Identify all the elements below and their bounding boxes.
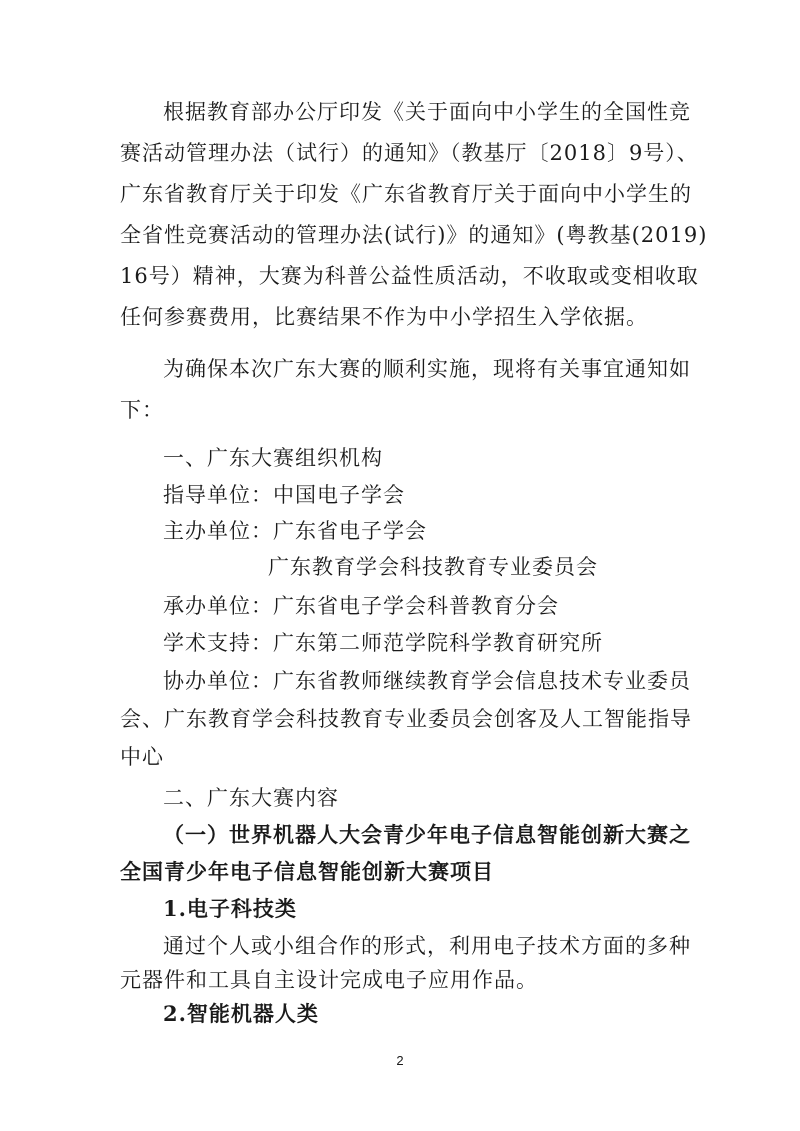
body-text-line: 元器件和工具自主设计完成电子应用作品。 (120, 968, 538, 992)
body-text-line: 通过个人或小组合作的形式，利用电子技术方面的多种 (163, 934, 691, 958)
item-heading: 1.电子科技类 (163, 896, 297, 921)
organizer-line: 指导单位：中国电子学会 (163, 483, 405, 507)
body-text-line: 赛活动管理办法（试行）的通知》（教基厅〔2018〕9号）、 (120, 141, 699, 165)
body-text-line: 全省性竞赛活动的管理办法(试行)》的通知》(粤教基(2019) (120, 223, 708, 247)
body-text-line: 根据教育部办公厅印发《关于面向中小学生的全国性竞 (163, 100, 691, 124)
organizer-line: 主办单位：广东省电子学会 (163, 519, 427, 543)
section-heading: 一、广东大赛组织机构 (163, 446, 383, 470)
section-heading: 二、广东大赛内容 (163, 786, 339, 810)
organizer-line: 中心 (120, 745, 164, 769)
organizer-line: 会、广东教育学会科技教育专业委员会创客及人工智能指导 (120, 707, 692, 731)
page-number: 2 (396, 1053, 404, 1068)
body-text-line: 任何参赛费用，比赛结果不作为中小学招生入学依据。 (120, 305, 648, 329)
organizer-line: 承办单位：广东省电子学会科普教育分会 (163, 594, 559, 618)
organizer-line: 协办单位：广东省教师继续教育学会信息技术专业委员 (163, 669, 691, 693)
organizer-line: 学术支持：广东第二师范学院科学教育研究所 (163, 631, 603, 655)
subsection-heading: （一）世界机器人大会青少年电子信息智能创新大赛之 (163, 822, 691, 847)
body-text-line: 广东省教育厅关于印发《广东省教育厅关于面向中小学生的 (120, 182, 692, 206)
subsection-heading: 全国青少年电子信息智能创新大赛项目 (120, 859, 494, 884)
body-text-line: 下： (120, 398, 164, 422)
body-text-line: 为确保本次广东大赛的顺利实施，现将有关事宜通知如 (163, 357, 691, 381)
body-text-line: 16号）精神，大赛为科普公益性质活动，不收取或变相收取 (120, 264, 699, 288)
organizer-line: 广东教育学会科技教育专业委员会 (268, 555, 598, 579)
item-heading: 2.智能机器人类 (163, 1001, 319, 1026)
